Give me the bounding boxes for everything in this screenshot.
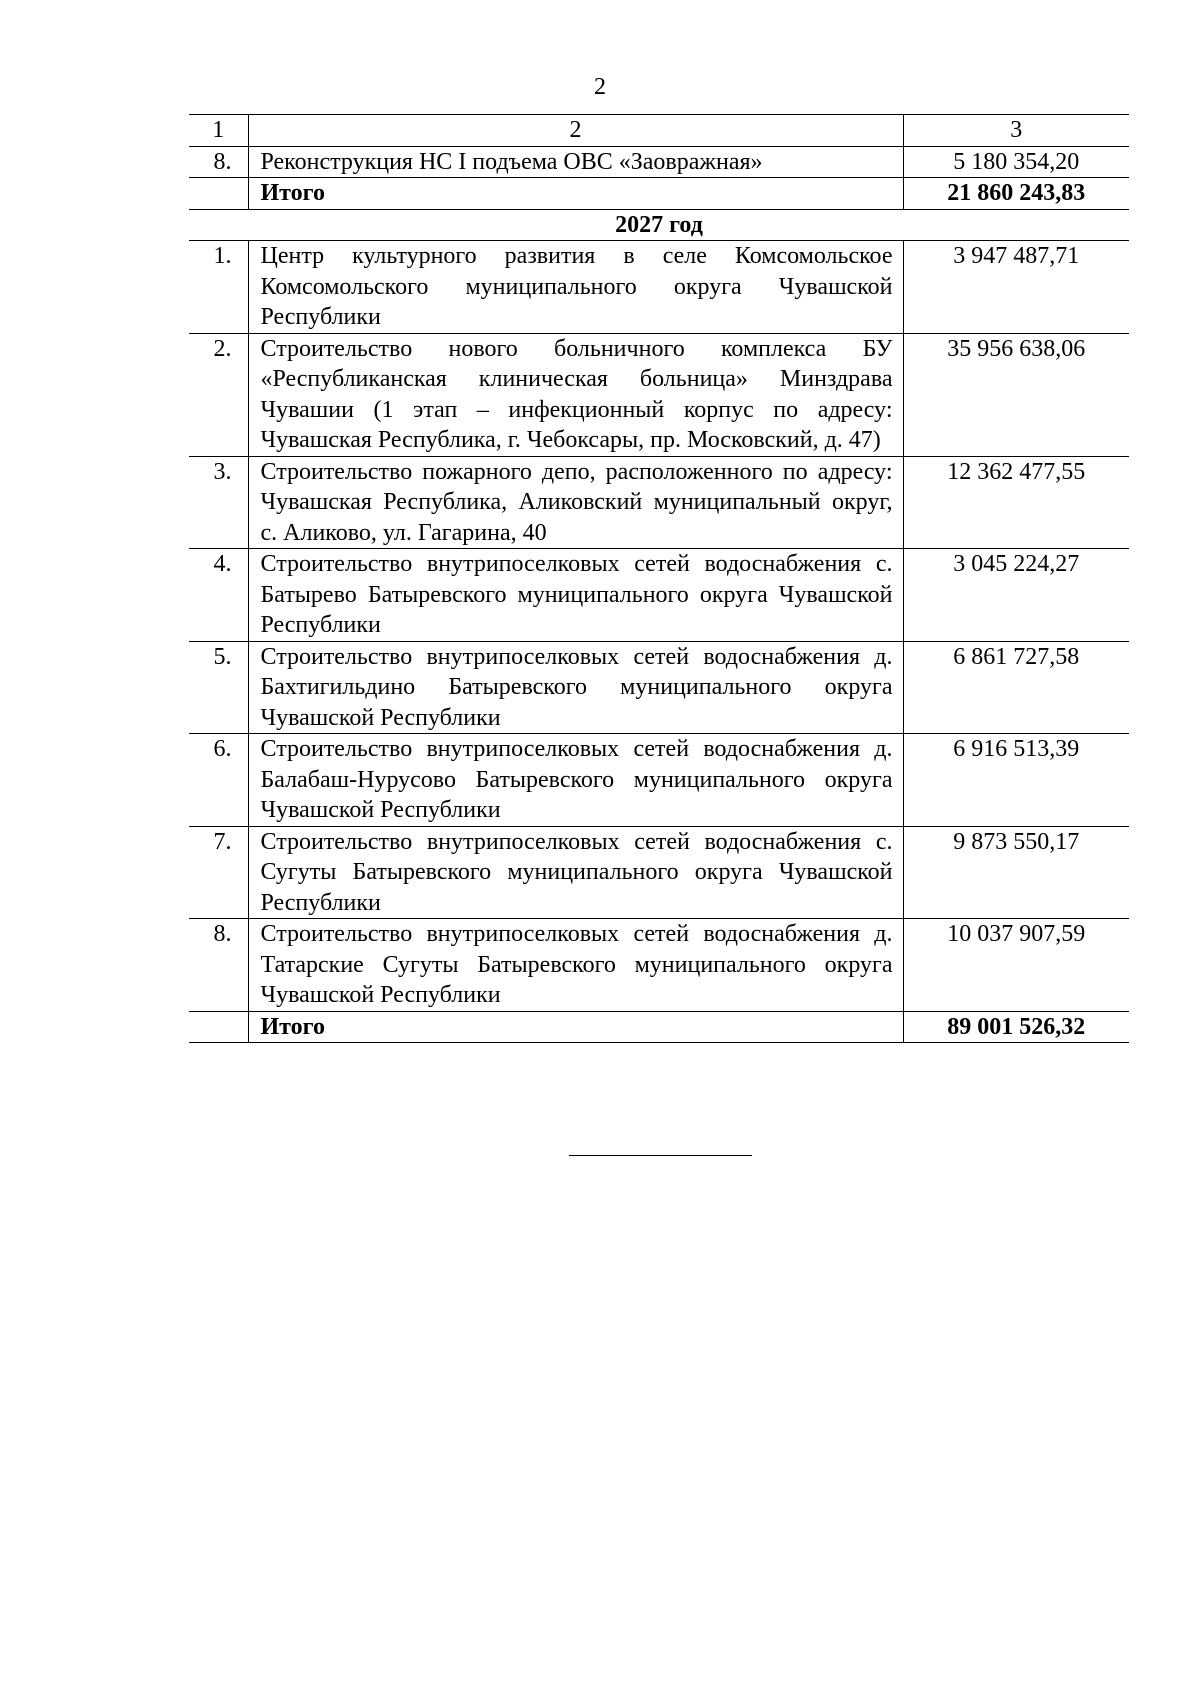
total-amount: 89 001 526,32 (903, 1011, 1129, 1043)
amount-cell: 9 873 550,17 (903, 826, 1129, 919)
row-number: 8. (189, 146, 248, 178)
table-row (189, 641, 1129, 734)
column-header-1: 1 (189, 115, 248, 147)
total-amount: 21 860 243,83 (903, 178, 1129, 210)
object-name: Строительство внутрипоселковых сетей водоснабжения д. Татарские Сугуты Батыревского муниципального округа Чувашской Республики (248, 919, 903, 1012)
amount-cell: 12 362 477,55 (903, 456, 1129, 549)
page-number: 2 (594, 74, 606, 100)
year-heading: 2027 год (189, 209, 1129, 241)
table-header-row (189, 115, 1129, 147)
budget-table (189, 114, 1129, 1043)
table-row (189, 456, 1129, 549)
row-number: 7. (189, 826, 248, 919)
empty-cell (189, 178, 248, 210)
year-heading-row (189, 209, 1129, 241)
amount-cell: 3 045 224,27 (903, 549, 1129, 642)
table-row (189, 333, 1129, 456)
table-row (189, 241, 1129, 334)
amount-cell: 3 947 487,71 (903, 241, 1129, 334)
row-number: 3. (189, 456, 248, 549)
table-row (189, 919, 1129, 1012)
object-name: Строительство внутрипоселковых сетей водоснабжения с. Батырево Батыревского муниципального округа Чувашской Республики (248, 549, 903, 642)
table-row (189, 734, 1129, 827)
empty-cell (189, 1011, 248, 1043)
table-row (189, 549, 1129, 642)
row-number: 6. (189, 734, 248, 827)
column-header-3: 3 (903, 115, 1129, 147)
object-name: Строительство внутрипоселковых сетей водоснабжения д. Бахтигильдино Батыревского муниципального округа Чувашской Республики (248, 641, 903, 734)
column-header-2: 2 (248, 115, 903, 147)
object-name: Строительство внутрипоселковых сетей водоснабжения д. Балабаш-Нурусово Батыревского муниципального округа Чувашской Республики (248, 734, 903, 827)
object-name: Центр культурного развития в селе Комсомольское Комсомольского муниципального округа Чувашской Республики (248, 241, 903, 334)
amount-cell: 6 861 727,58 (903, 641, 1129, 734)
table-row (189, 826, 1129, 919)
total-row (189, 1011, 1129, 1043)
amount-cell: 35 956 638,06 (903, 333, 1129, 456)
row-number: 5. (189, 641, 248, 734)
object-name: Строительство пожарного депо, расположенного по адресу: Чувашская Республика, Аликовский муниципальный округ, с. Аликово, ул. Гагарина, 40 (248, 456, 903, 549)
amount-cell: 5 180 354,20 (903, 146, 1129, 178)
table-row (189, 146, 1129, 178)
end-of-document-rule (569, 1155, 752, 1156)
total-label: Итого (248, 178, 903, 210)
total-row (189, 178, 1129, 210)
row-number: 2. (189, 333, 248, 456)
object-name: Строительство внутрипоселковых сетей водоснабжения с. Сугуты Батыревского муниципального округа Чувашской Республики (248, 826, 903, 919)
row-number: 4. (189, 549, 248, 642)
row-number: 1. (189, 241, 248, 334)
amount-cell: 10 037 907,59 (903, 919, 1129, 1012)
row-number: 8. (189, 919, 248, 1012)
object-name: Строительство нового больничного комплекса БУ «Республиканская клиническая больница» Минздрава Чувашии (1 этап – инфекционный корпус по адресу: Чувашская Республика, г. Чебоксары, пр. Московский, д. 47) (248, 333, 903, 456)
total-label: Итого (248, 1011, 903, 1043)
amount-cell: 6 916 513,39 (903, 734, 1129, 827)
object-name: Реконструкция НС I подъема ОВС «Заовражная» (248, 146, 903, 178)
